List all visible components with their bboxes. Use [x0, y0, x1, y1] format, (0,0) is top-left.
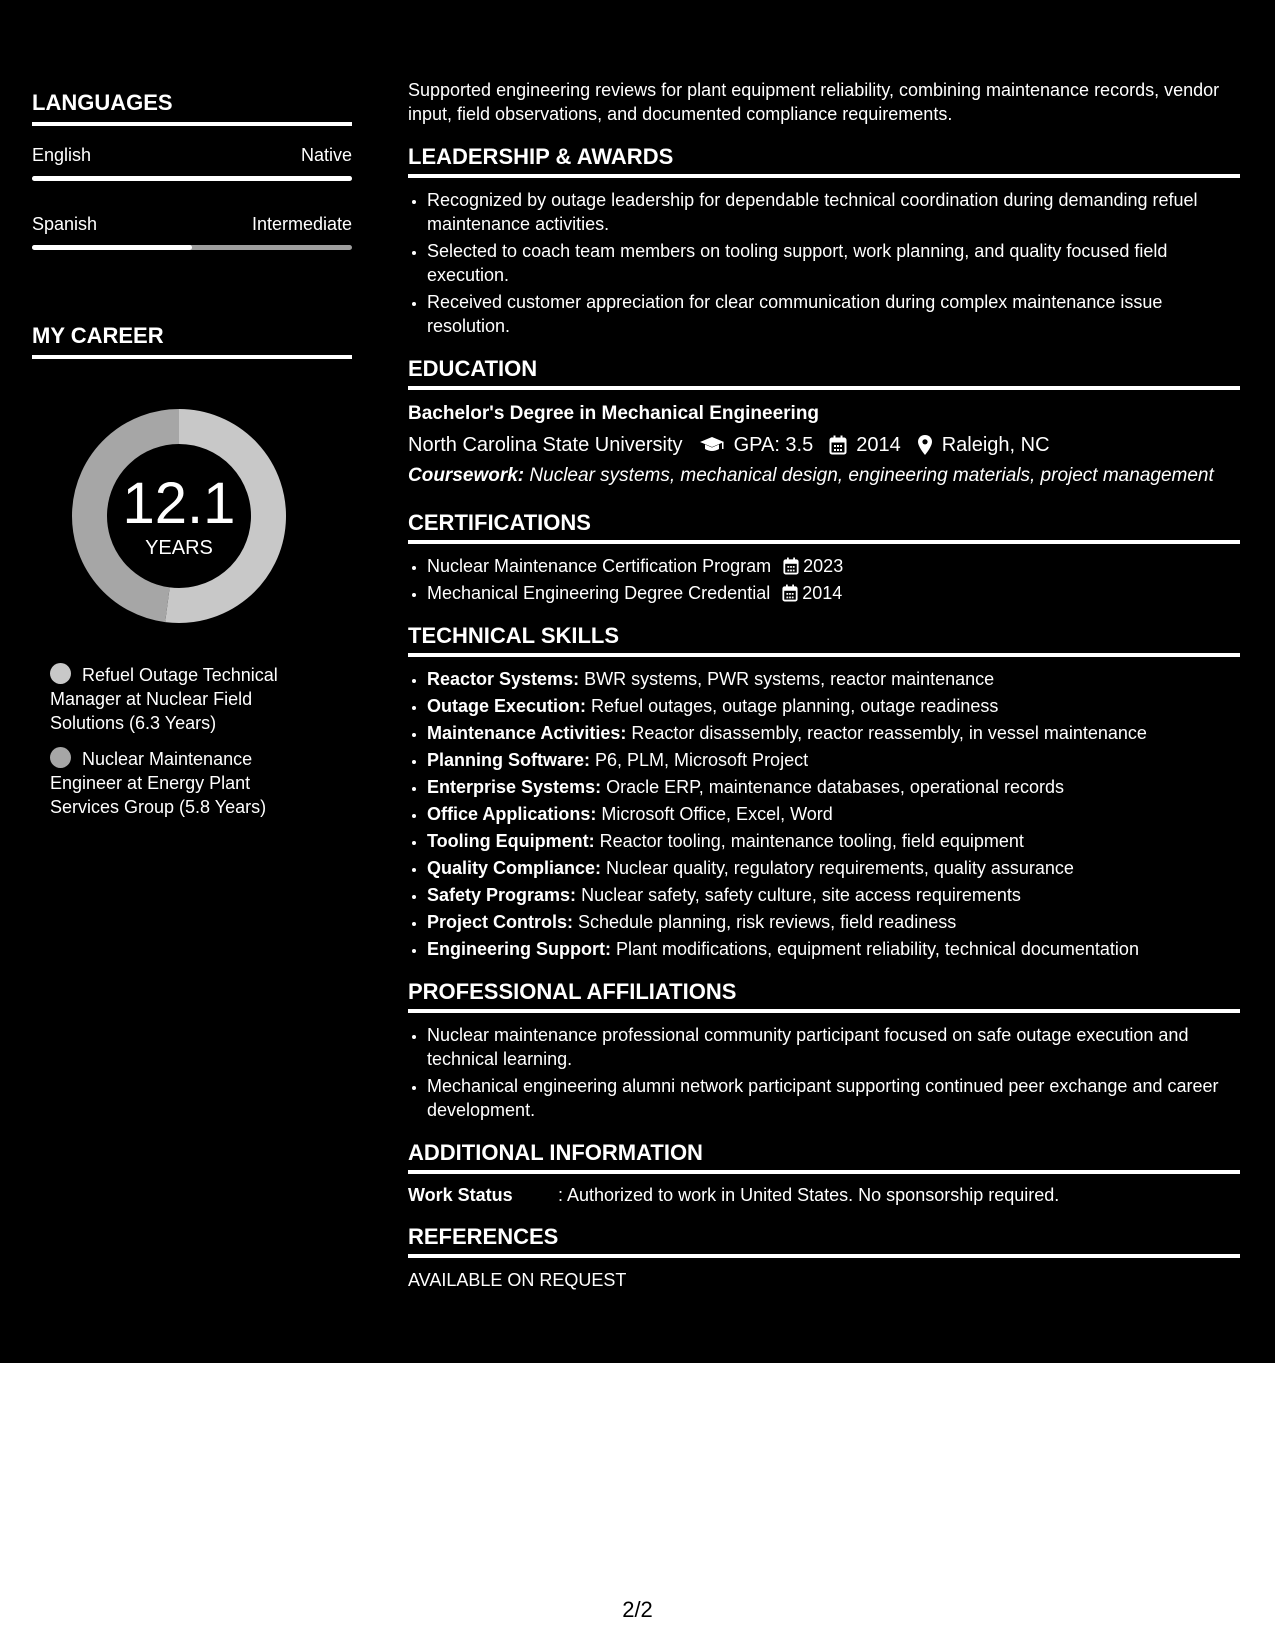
- degree-title: Bachelor's Degree in Mechanical Engineering: [408, 403, 820, 424]
- certification-item: [427, 581, 1240, 605]
- leadership-list: [408, 188, 1240, 338]
- affiliations-list: [408, 1023, 1240, 1122]
- certification-year: 2023: [803, 556, 844, 576]
- skill-item: [427, 775, 1240, 799]
- main-content: [408, 78, 1240, 1291]
- school-location: Raleigh, NC: [941, 434, 1050, 456]
- certifications-heading: CERTIFICATIONS: [408, 510, 1240, 544]
- skills-list: [408, 667, 1240, 961]
- language-bar-fill: [32, 245, 192, 250]
- certification-item: [427, 554, 1240, 578]
- references-heading: REFERENCES: [408, 1224, 1240, 1258]
- skill-value: Microsoft Office, Excel, Word: [596, 804, 833, 824]
- skill-item: [427, 694, 1240, 718]
- work-status-value: : Authorized to work in United States. No sponsorship required.: [558, 1185, 1060, 1205]
- education-heading: EDUCATION: [408, 356, 1240, 390]
- total-years: 12.1: [122, 471, 236, 536]
- skill-value: P6, PLM, Microsoft Project: [590, 750, 809, 770]
- skill-value: Reactor tooling, maintenance tooling, field equipment: [594, 831, 1024, 851]
- leadership-item: • Received customer appreciation for clear communication during complex maintenance issue resolution.: [427, 290, 1240, 338]
- skill-item: [427, 883, 1240, 907]
- skill-label: Planning Software:: [427, 750, 591, 770]
- leadership-heading: LEADERSHIP & AWARDS: [408, 144, 1240, 178]
- language-level: Intermediate: [251, 214, 352, 234]
- career-legend: [32, 663, 352, 819]
- language-name: Spanish: [32, 214, 98, 234]
- language-item: [32, 144, 352, 181]
- career-heading: MY CAREER: [32, 323, 352, 359]
- skill-value: Schedule planning, risk reviews, field readiness: [573, 912, 957, 932]
- calendar-icon: [783, 557, 799, 575]
- references-text: AVAILABLE ON REQUEST: [408, 1270, 627, 1290]
- language-bar-fill: [32, 176, 352, 181]
- skill-label: Reactor Systems:: [427, 669, 580, 689]
- career-legend-item: [50, 747, 290, 819]
- career-legend-text: Refuel Outage Technical Manager at Nuclear Field Solutions (6.3 Years): [50, 665, 278, 733]
- skill-value: Plant modifications, equipment reliability, technical documentation: [611, 939, 1139, 959]
- skill-label: Outage Execution:: [427, 696, 587, 716]
- language-level: Native: [300, 145, 352, 165]
- legend-dot-icon: [50, 663, 71, 684]
- page-number: 2/2: [622, 1597, 653, 1622]
- certification-year: 2014: [802, 583, 843, 603]
- skill-label: Engineering Support:: [427, 939, 611, 959]
- skill-label: Tooling Equipment:: [427, 831, 595, 851]
- career-donut: [66, 403, 292, 629]
- affiliation-item: • Nuclear maintenance professional community participant focused on safe outage execution and technical learning.: [427, 1023, 1240, 1071]
- coursework-label: Coursework:: [408, 465, 525, 486]
- skill-value: Nuclear quality, regulatory requirements, quality assurance: [601, 858, 1074, 878]
- skill-value: Nuclear safety, safety culture, site access requirements: [576, 885, 1021, 905]
- skill-label: Maintenance Activities:: [427, 723, 627, 743]
- calendar-icon: [782, 584, 798, 602]
- skill-value: Oracle ERP, maintenance databases, operational records: [601, 777, 1065, 797]
- language-item: [32, 213, 352, 250]
- skill-label: Office Applications:: [427, 804, 597, 824]
- skill-label: Safety Programs:: [427, 885, 577, 905]
- career-legend-text: Nuclear Maintenance Engineer at Energy Plant Services Group (5.8 Years): [50, 749, 267, 817]
- work-status-row: [408, 1184, 1240, 1206]
- skill-item: [427, 856, 1240, 880]
- skill-item: [427, 721, 1240, 745]
- certification-name: Mechanical Engineering Degree Credential: [427, 583, 771, 603]
- skill-value: BWR systems, PWR systems, reactor maintenance: [579, 669, 995, 689]
- skill-value: Refuel outages, outage planning, outage readiness: [586, 696, 999, 716]
- skill-item: [427, 937, 1240, 961]
- additional-info-heading: ADDITIONAL INFORMATION: [408, 1140, 1240, 1174]
- skill-label: Project Controls:: [427, 912, 574, 932]
- affiliation-item: • Mechanical engineering alumni network participant supporting continued peer exchange and career development.: [427, 1074, 1240, 1122]
- skill-value: Reactor disassembly, reactor reassembly, in vessel maintenance: [626, 723, 1147, 743]
- leadership-item: • Selected to coach team members on tooling support, work planning, and quality focused field execution.: [427, 239, 1240, 287]
- career-legend-item: [50, 663, 290, 735]
- certification-name: Nuclear Maintenance Certification Program: [427, 556, 772, 576]
- school-name: North Carolina State University: [408, 434, 683, 456]
- education-meta: [408, 433, 1240, 457]
- language-bar: [32, 176, 352, 181]
- language-bar: [32, 245, 352, 250]
- skill-item: [427, 748, 1240, 772]
- skill-item: [427, 802, 1240, 826]
- languages-heading: LANGUAGES: [32, 90, 352, 126]
- gpa: GPA: 3.5: [733, 434, 814, 456]
- skill-label: Quality Compliance:: [427, 858, 602, 878]
- location-pin-icon: [917, 434, 933, 456]
- graduation-year: 2014: [856, 434, 901, 456]
- coursework: [408, 463, 1240, 488]
- work-status-label: Work Status: [408, 1185, 513, 1205]
- certifications-list: [408, 554, 1240, 605]
- skill-label: Enterprise Systems:: [427, 777, 602, 797]
- graduation-cap-icon: [699, 435, 725, 455]
- skill-item: [427, 667, 1240, 691]
- coursework-text: Nuclear systems, mechanical design, engineering materials, project management: [524, 465, 1214, 486]
- skills-heading: TECHNICAL SKILLS: [408, 623, 1240, 657]
- legend-dot-icon: [50, 747, 71, 768]
- experience-summary: Supported engineering reviews for plant equipment reliability, combining maintenance records, vendor input, field observations, and documented compliance requirements.: [408, 80, 1220, 124]
- sidebar: [32, 90, 352, 831]
- skill-item: [427, 910, 1240, 934]
- leadership-item: • Recognized by outage leadership for dependable technical coordination during demanding refuel maintenance activities.: [427, 188, 1240, 236]
- years-label: YEARS: [145, 537, 213, 559]
- affiliations-heading: PROFESSIONAL AFFILIATIONS: [408, 979, 1240, 1013]
- language-name: English: [32, 145, 92, 165]
- calendar-icon: [829, 435, 847, 455]
- skill-item: [427, 829, 1240, 853]
